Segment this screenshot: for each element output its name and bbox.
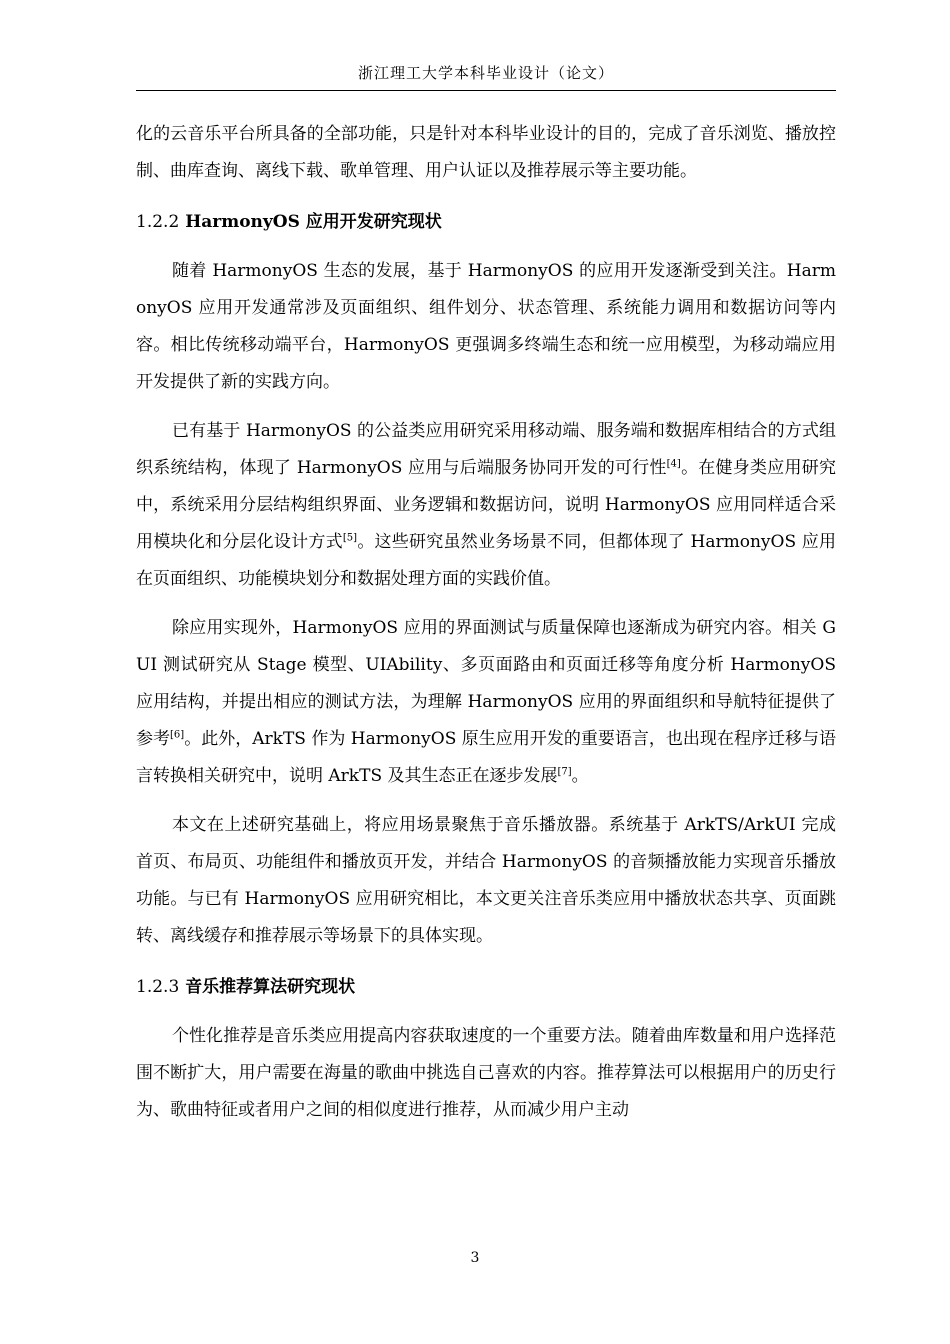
section-title: 音乐推荐算法研究现状 [185, 977, 356, 997]
paragraph: 本文在上述研究基础上，将应用场景聚焦于音乐播放器。系统基于 ArkTS/ArkUI 完成首页、布局页、功能组件和播放页开发，并结合 HarmonyOS 的音频播放能力实现音乐播放功能。与已有 HarmonyOS 应用研究相比，本文更关注音乐类应用中播放状态共享、页面跳转、离线缓存和推荐展示等场景下的具体实现。 [136, 815, 836, 946]
page-number: 3 [470, 1250, 480, 1266]
paragraph-continuation: 化的云音乐平台所具备的全部功能，只是针对本科毕业设计的目的，完成了音乐浏览、播放控制、曲库查询、离线下载、歌单管理、用户认证以及推荐展示等主要功能。 [136, 124, 836, 181]
citation: [4] [666, 458, 681, 470]
paragraph-text: 。在健身类应用研究中，系统采用分层结构组织界面、业务逻辑和数据访问，说明 HarmonyOS 应用同样适合采用模块化和分层化设计方式 [136, 458, 836, 552]
paragraph: 个性化推荐是音乐类应用提高内容获取速度的一个重要方法。随着曲库数量和用户选择范围不断扩大，用户需要在海量的歌曲中挑选自己喜欢的内容。推荐算法可以根据用户的历史行为、歌曲特征或者用户之间的相似度进行推荐，从而减少用户主动 [136, 1026, 836, 1120]
citation: [7] [557, 766, 572, 778]
section-heading-1-2-2 [136, 204, 836, 241]
header-rule [136, 90, 836, 91]
running-header: 浙江理工大学本科毕业设计（论文） [357, 64, 614, 82]
section-title: HarmonyOS 应用开发研究现状 [185, 212, 442, 232]
paragraph [136, 413, 836, 598]
paragraph-text: 。 [571, 766, 589, 786]
section-number: 1.2.2 [136, 212, 180, 232]
paragraph-text: 除应用实现外，HarmonyOS 应用的界面测试与质量保障也逐渐成为研究内容。相关 GUI 测试研究从 Stage 模型、UIAbility、多页面路由和页面迁移等角度分析 HarmonyOS 应用结构，并提出相应的测试方法，为理解 HarmonyOS 应用的界面组织和导航特征提供了参考 [136, 618, 836, 749]
section-heading-1-2-3 [136, 969, 836, 1006]
citation: [6] [170, 729, 185, 741]
page-body [136, 116, 836, 1129]
citation: [5] [342, 532, 358, 544]
paragraph [136, 610, 836, 795]
paragraph-text: 已有基于 HarmonyOS 的公益类应用研究采用移动端、服务端和数据库相结合的方式组织系统结构，体现了 HarmonyOS 应用与后端服务协同开发的可行性 [136, 421, 836, 478]
paragraph-text: 。此外，ArkTS 作为 HarmonyOS 原生应用开发的重要语言，也出现在程序迁移与语言转换相关研究中，说明 ArkTS 及其生态正在逐步发展 [136, 729, 837, 786]
paragraph-text: 。这些研究虽然业务场景不同，但都体现了 HarmonyOS 应用在页面组织、功能模块划分和数据处理方面的实践价值。 [136, 532, 837, 589]
section-number: 1.2.3 [136, 977, 180, 997]
paragraph: 随着 HarmonyOS 生态的发展，基于 HarmonyOS 的应用开发逐渐受到关注。HarmonyOS 应用开发通常涉及页面组织、组件划分、状态管理、系统能力调用和数据访问等内容。相比传统移动端平台，HarmonyOS 更强调多终端生态和统一应用模型，为移动端应用开发提供了新的实践方向。 [136, 261, 836, 392]
